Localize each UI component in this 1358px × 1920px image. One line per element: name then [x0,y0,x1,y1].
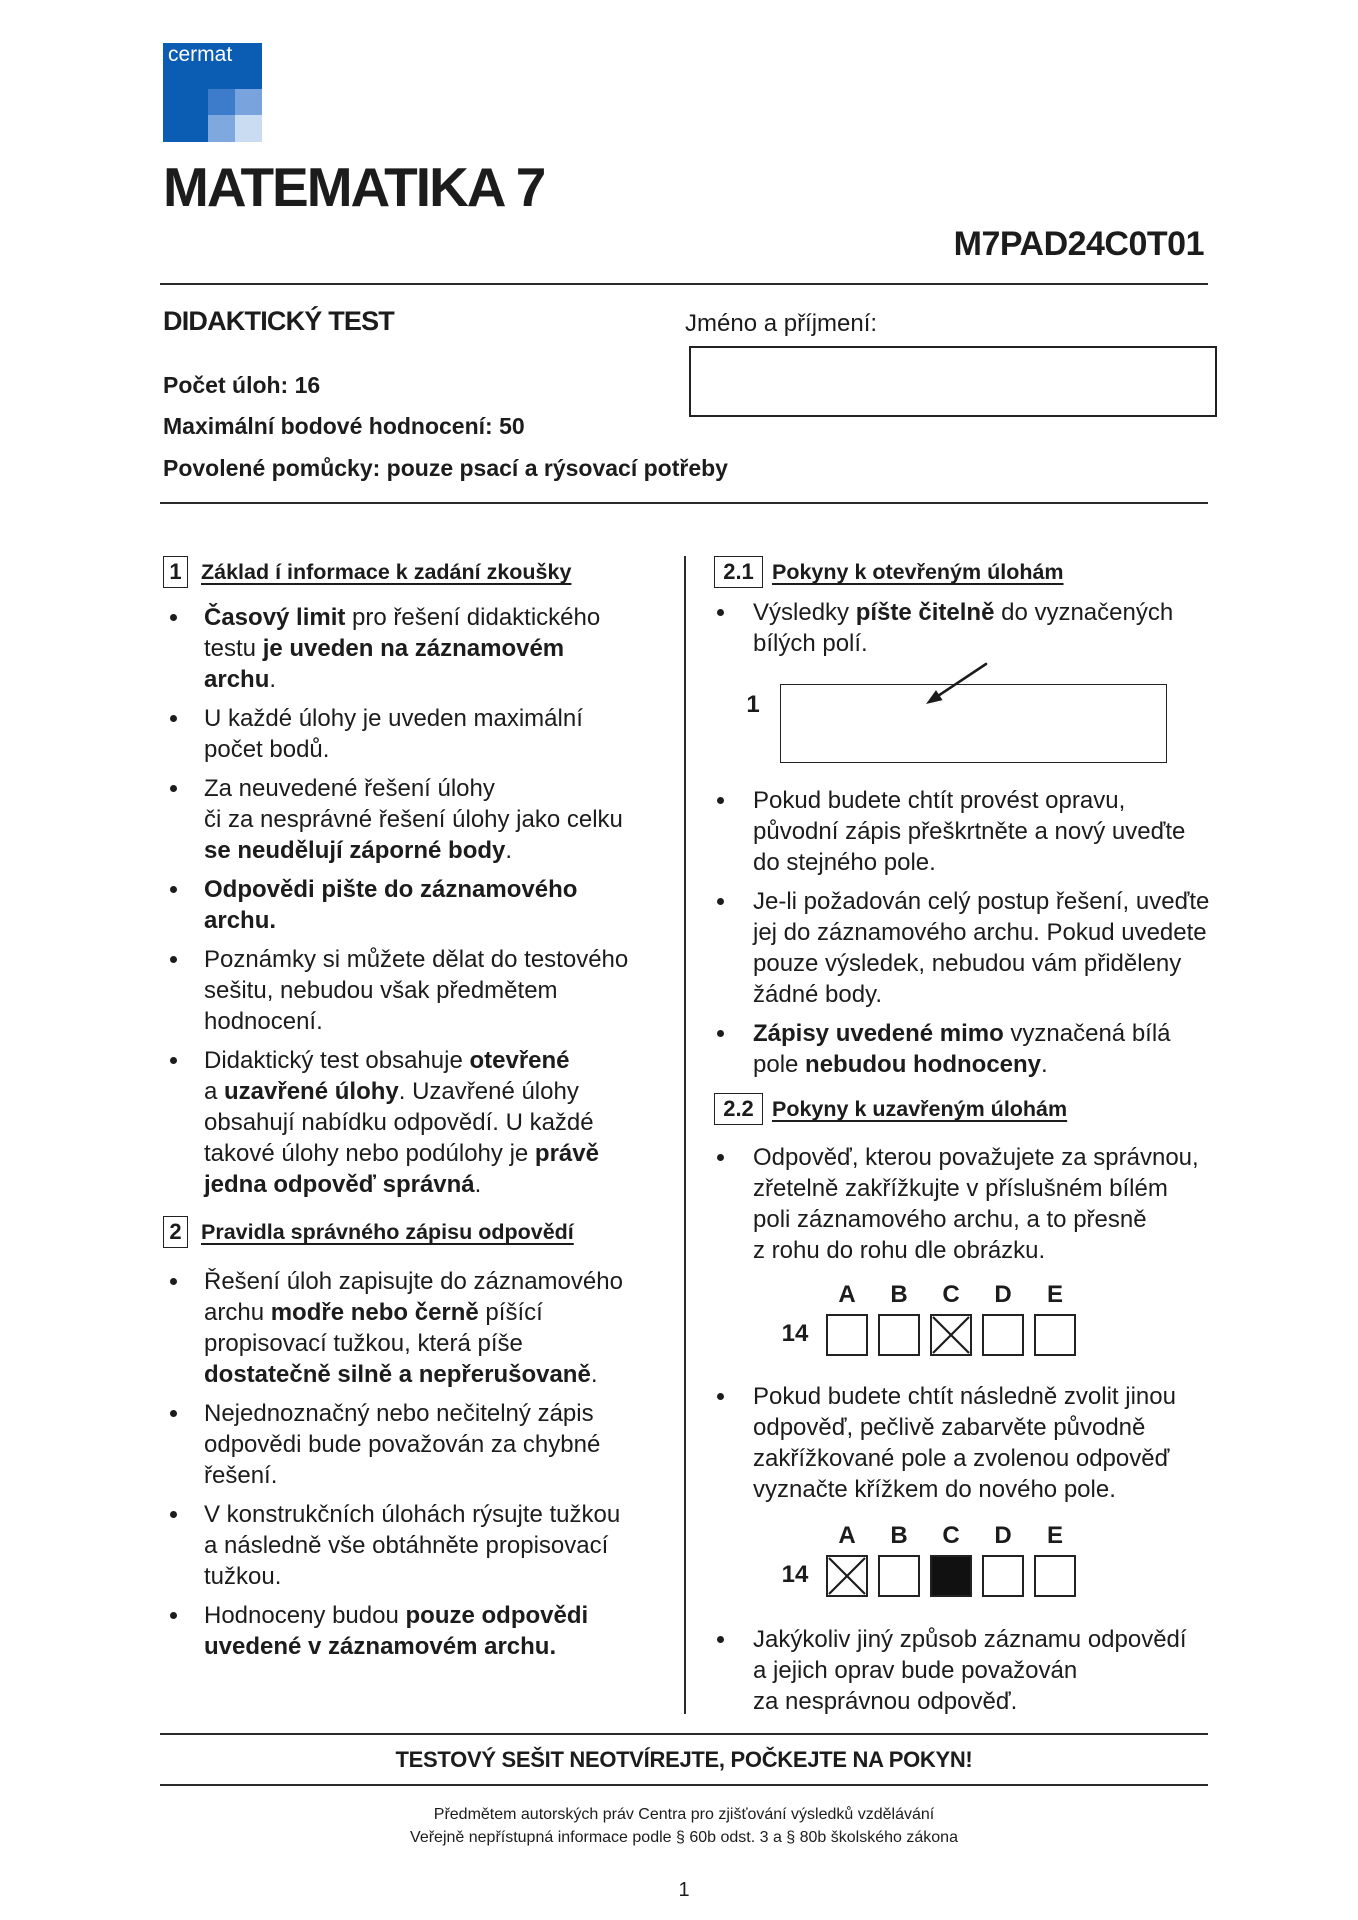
bullet-dot [170,956,177,963]
option-letter: C [942,1522,960,1549]
instruction-item [163,944,678,1037]
text-segment: . [474,1171,482,1198]
text-segment: Poznámky si můžete dělat do testového sešitu, nebudou však předmětem hodnocení. [204,946,629,1035]
task-number: 14 [781,1561,809,1588]
horizontal-rule [160,1733,1208,1735]
text-segment: Nejednoznačný nebo nečitelný zápis odpovědi bude považován za chybné řešení. [204,1400,601,1489]
instruction-text [204,1045,678,1200]
bullet-dot [170,1278,177,1285]
answer-box [826,1314,868,1356]
section-title: Základ í informace k zadání zkoušky [201,560,572,584]
logo-square [208,89,235,115]
answer-box [878,1314,920,1356]
text-segment: V konstrukčních úlohách rýsujte tužkou a následně vše obtáhněte propisovací tužkou. [204,1501,621,1590]
text-segment: . [269,666,277,693]
text-segment: Pokud budete chtít provést opravu, původní zápis přeškrtněte a nový uveďte do stejného pole. [753,787,1186,876]
answer-box [878,1555,920,1597]
option-letter: A [838,1281,856,1308]
emphasized-text: uzavřené úlohy [224,1078,399,1105]
page-title: MATEMATIKA 7 [163,156,545,218]
instruction-item [163,1499,678,1592]
bullet-dot [170,715,177,722]
instruction-item [714,1624,1226,1717]
bullet-dot [717,797,724,804]
text-segment: Odpověď, kterou považujete za správnou, zřetelně zakřížkujte v příslušném bílém poli záznamového archu, a to přesně z rohu do rohu dle obrázku. [753,1144,1199,1264]
text-segment: do vyznačených bílých polí. [753,599,1174,657]
instruction-item [714,785,1226,878]
arrow-head [926,690,943,704]
section-number: 2.1 [714,556,763,588]
emphasized-text: právě jedna odpověď správná [204,1140,599,1198]
emphasized-text: dostatečně silně a nepřerušovaně [204,1361,591,1388]
emphasized-text: píšte čitelně [855,599,995,626]
emphasized-text: Odpovědi pište do záznamového archu. [204,876,578,934]
text-segment: Je-li požadován celý postup řešení, uveďte jej do záznamového archu. Pokud uvedete pouze výsledek, nebudou vám přiděleny žádné body. [753,888,1210,1008]
emphasized-text: modře nebo černě [270,1299,479,1326]
answer-box-crossed [826,1555,868,1597]
bullet-dot [170,614,177,621]
instruction-text [753,1624,1226,1717]
bullet-dot [717,1030,724,1037]
text-segment: . [505,837,513,864]
cross-mark-icon [932,1316,970,1354]
bullet-dot [170,1612,177,1619]
bullet-dot [717,1393,724,1400]
text-segment: Výsledky [753,599,856,626]
instruction-text [204,1499,678,1592]
page-number: 1 [678,1879,690,1901]
cermat-logo [163,43,262,142]
task-count: Počet úloh: 16 [163,372,321,398]
instruction-list [163,1266,678,1670]
cross-mark-icon [828,1557,866,1595]
instruction-item [163,703,678,765]
test-code: M7PAD24C0T01 [953,225,1204,263]
text-segment: Řešení úloh zapisujte do záznamového archu [204,1268,623,1326]
instruction-list [714,1624,1226,1725]
instruction-text [753,785,1226,878]
emphasized-text: Časový limit [204,604,346,631]
bullet-dot [170,785,177,792]
instruction-text [204,1266,678,1390]
allowed-tools: Povolené pomůcky: pouze psací a rýsovací potřeby [163,455,728,481]
instruction-item [163,602,678,695]
text-segment: . [590,1361,598,1388]
answer-box [982,1314,1024,1356]
text-segment: Hodnoceny budou [204,1602,406,1629]
instruction-item [163,1266,678,1390]
text-segment: Didaktický test obsahuje [204,1047,470,1074]
task-number: 1 [746,691,760,718]
horizontal-rule [160,283,1208,285]
instruction-item [714,1142,1226,1266]
text-segment: Za neuvedené řešení úlohy či za nesprávné řešení úlohy jako celku [204,775,623,833]
option-letter: B [890,1281,908,1308]
logo-square [235,89,262,115]
instruction-item [163,1600,678,1662]
section-number: 1 [163,556,188,588]
instruction-item [714,1018,1226,1080]
name-field-box [689,346,1217,417]
text-segment: . Uzavřené úlohy obsahují nabídku odpovědí. U každé takové úlohy nebo podúlohy je [204,1078,594,1167]
instruction-text [204,1600,678,1662]
option-letter: D [994,1281,1012,1308]
copyright-note: Předmětem autorských práv Centra pro zjišťování výsledků vzdělávání [433,1806,935,1823]
instruction-text [753,1381,1226,1505]
section-title: Pravidla správného zápisu odpovědí [201,1220,574,1244]
emphasized-text: otevřené [469,1047,570,1074]
bullet-dot [170,1410,177,1417]
option-letter: C [942,1281,960,1308]
column-divider [684,556,686,1714]
instruction-item [163,1398,678,1491]
option-letter: E [1046,1281,1063,1308]
text-segment: U každé úlohy je uveden maximální počet bodů. [204,705,583,763]
instruction-text [753,886,1226,1010]
text-segment: vyznačená bílá pole [753,1020,1171,1078]
answer-box-filled [930,1555,972,1597]
text-segment: píšící propisovací tužkou, která píše [204,1299,543,1357]
instruction-text [753,1142,1226,1266]
logo-wordmark: cermat [168,43,233,66]
section-number: 2.2 [714,1093,763,1125]
horizontal-rule [160,502,1208,504]
section-title: Pokyny k otevřeným úlohám [772,560,1064,584]
emphasized-text: je uveden na záznamovém archu [204,635,565,693]
test-type-heading: DIDAKTICKÝ TEST [163,306,395,336]
instruction-text [753,1018,1226,1080]
bullet-dot [170,1057,177,1064]
text-segment: Pokud budete chtít následně zvolit jinou odpověď, pečlivě zabarvěte původně zakřížkované pole a zvolenou odpověď vyznačte křížkem do nového pole. [753,1383,1176,1503]
bullet-dot [170,1511,177,1518]
notice-banner: TESTOVÝ SEŠIT NEOTVÍREJTE, POČKEJTE NA POKYN! [395,1747,973,1772]
instruction-text [204,1398,678,1491]
instruction-list [163,602,678,1208]
horizontal-rule [160,1784,1208,1786]
text-segment: a [204,1078,218,1105]
instruction-list [714,1142,1226,1274]
instruction-list [714,785,1226,1088]
bullet-dot [717,609,724,616]
instruction-item [163,773,678,866]
bullet-dot [717,898,724,905]
name-label: Jméno a příjmení: [685,310,878,337]
bullet-dot [717,1154,724,1161]
logo-square [208,115,235,142]
instruction-text [204,602,678,695]
text-segment: . [1041,1051,1048,1078]
text-segment: Jakýkoliv jiný způsob záznamu odpovědí a jejich oprav bude považován za nesprávnou odpověď. [753,1626,1187,1715]
emphasized-text: se neudělují záporné body [204,837,506,864]
instruction-item [714,886,1226,1010]
confidentiality-note: Veřejně nepřístupná informace podle § 60b odst. 3 a § 80b školského zákona [410,1829,958,1846]
instruction-list [714,1381,1226,1513]
emphasized-text: nebudou hodnoceny [805,1051,1042,1078]
emphasized-text: pouze odpovědi uvedené v záznamovém archu. [204,1602,589,1660]
option-letter: A [838,1522,856,1549]
instruction-item [163,874,678,936]
instruction-text [204,944,678,1037]
answer-box [1034,1555,1076,1597]
instruction-text [204,773,678,866]
instruction-text [204,874,678,936]
answer-box [982,1555,1024,1597]
arrow-icon [900,650,1010,720]
option-letter: B [890,1522,908,1549]
text-segment: pro řešení didaktického testu [204,604,601,662]
instruction-item [714,1381,1226,1505]
emphasized-text: Zápisy uvedené mimo [753,1020,1004,1047]
answer-example-corrected [780,1523,1120,1599]
option-letter: D [994,1522,1012,1549]
max-score: Maximální bodové hodnocení: 50 [163,413,525,439]
logo-square [235,115,262,142]
bullet-dot [717,1636,724,1643]
answer-box-crossed [930,1314,972,1356]
answer-box [1034,1314,1076,1356]
option-letter: E [1046,1522,1063,1549]
section-number: 2 [163,1216,188,1248]
answer-example-crossed [780,1282,1120,1358]
bullet-dot [170,886,177,893]
task-number: 14 [781,1320,809,1347]
instruction-text [204,703,678,765]
section-title: Pokyny k uzavřeným úlohám [772,1097,1068,1121]
arrow-shaft [939,664,986,695]
instruction-item [163,1045,678,1200]
